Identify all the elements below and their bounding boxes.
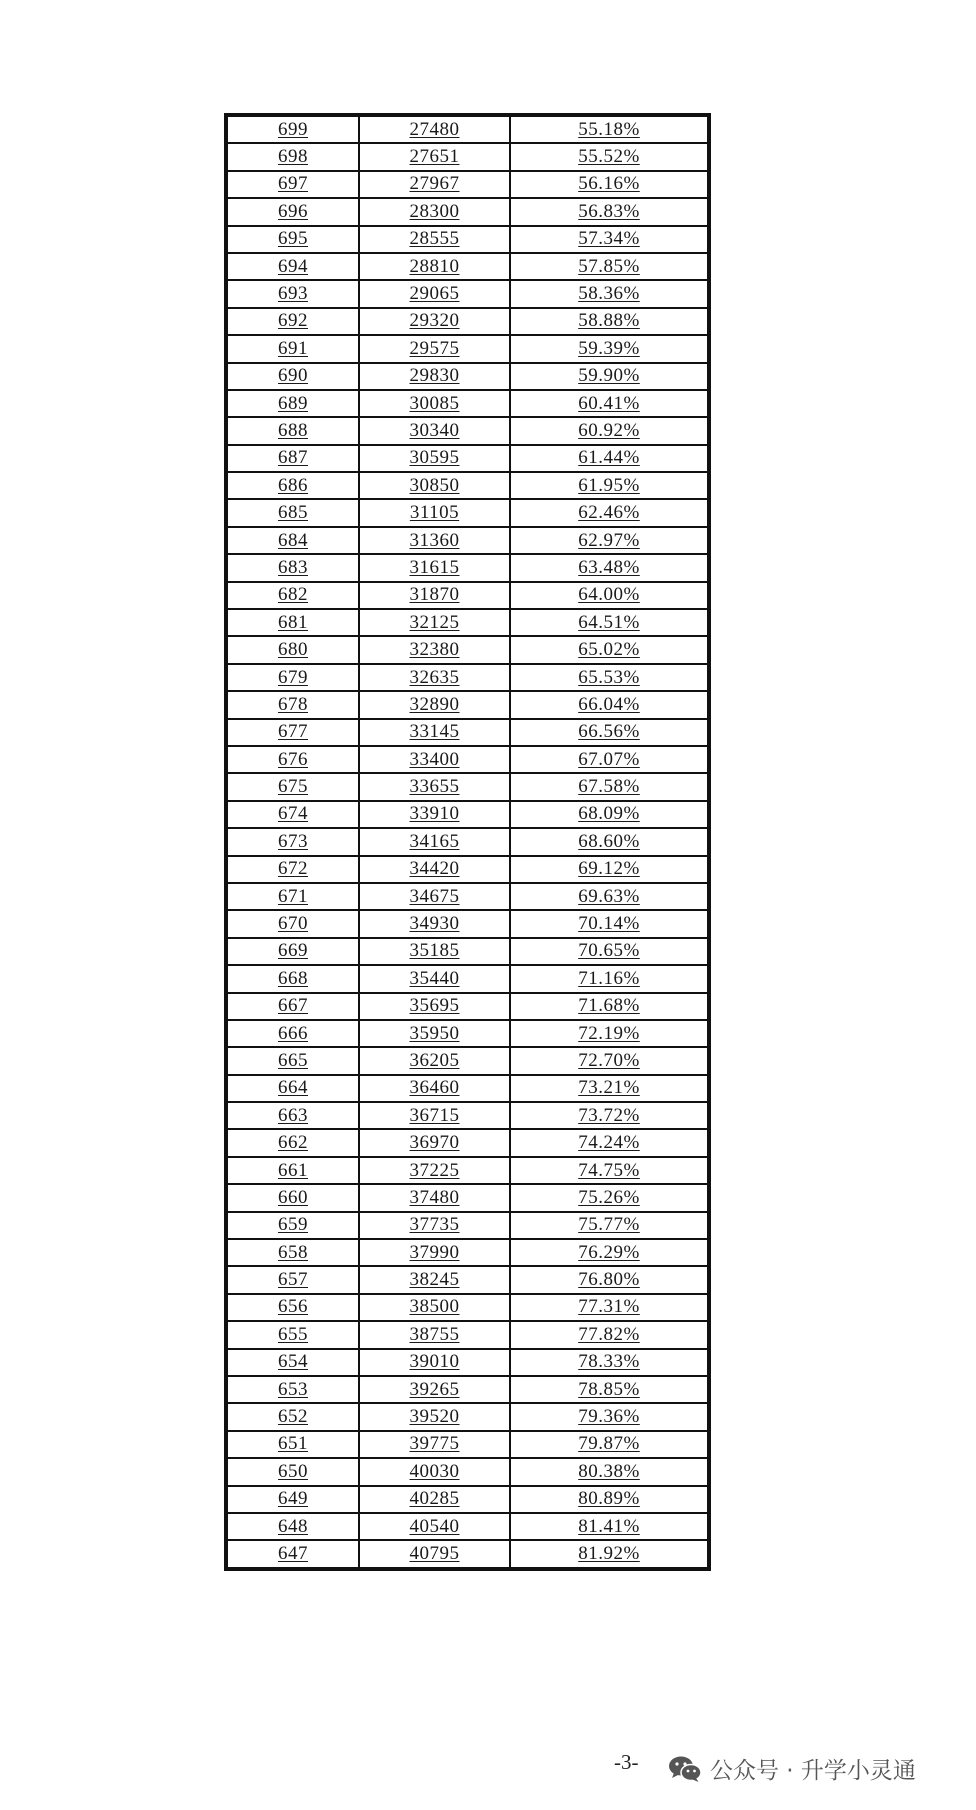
percent-cell: 62.97%	[510, 527, 709, 554]
count-cell: 37480	[359, 1184, 510, 1211]
count-cell: 28300	[359, 198, 510, 225]
percent-cell: 81.41%	[510, 1513, 709, 1540]
percent-cell: 59.90%	[510, 363, 709, 390]
percent-cell: 72.70%	[510, 1047, 709, 1074]
table-row	[226, 308, 709, 335]
score-cell: 680	[226, 636, 359, 663]
table-row	[226, 143, 709, 170]
score-cell: 659	[226, 1212, 359, 1239]
percent-cell: 55.52%	[510, 143, 709, 170]
table-row	[226, 363, 709, 390]
table-row	[226, 1458, 709, 1485]
count-cell: 31360	[359, 527, 510, 554]
table-row	[226, 1102, 709, 1129]
table-row	[226, 1403, 709, 1430]
table-row	[226, 1075, 709, 1102]
score-cell: 688	[226, 417, 359, 444]
table-row	[226, 1184, 709, 1211]
table-row	[226, 801, 709, 828]
count-cell: 29320	[359, 308, 510, 335]
table-row	[226, 773, 709, 800]
score-cell: 658	[226, 1239, 359, 1266]
table-row	[226, 1513, 709, 1540]
score-cell: 668	[226, 965, 359, 992]
percent-cell: 73.21%	[510, 1075, 709, 1102]
count-cell: 27480	[359, 115, 510, 143]
count-cell: 29575	[359, 335, 510, 362]
table-body	[226, 115, 709, 1569]
table-row	[226, 1540, 709, 1568]
count-cell: 33910	[359, 801, 510, 828]
percent-cell: 75.26%	[510, 1184, 709, 1211]
count-cell: 34165	[359, 828, 510, 855]
score-cell: 682	[226, 582, 359, 609]
count-cell: 34930	[359, 910, 510, 937]
count-cell: 29065	[359, 280, 510, 307]
count-cell: 40030	[359, 1458, 510, 1485]
table-row	[226, 691, 709, 718]
percent-cell: 66.04%	[510, 691, 709, 718]
percent-cell: 59.39%	[510, 335, 709, 362]
count-cell: 30340	[359, 417, 510, 444]
count-cell: 36460	[359, 1075, 510, 1102]
table-row	[226, 1294, 709, 1321]
count-cell: 40795	[359, 1540, 510, 1568]
percent-cell: 57.85%	[510, 253, 709, 280]
score-cell: 655	[226, 1321, 359, 1348]
table-row	[226, 499, 709, 526]
percent-cell: 80.89%	[510, 1486, 709, 1513]
count-cell: 29830	[359, 363, 510, 390]
table-row	[226, 965, 709, 992]
score-cell: 678	[226, 691, 359, 718]
percent-cell: 71.68%	[510, 993, 709, 1020]
percent-cell: 77.31%	[510, 1294, 709, 1321]
percent-cell: 63.48%	[510, 554, 709, 581]
table-row	[226, 171, 709, 198]
table-row	[226, 636, 709, 663]
score-cell: 663	[226, 1102, 359, 1129]
count-cell: 39775	[359, 1431, 510, 1458]
score-cell: 651	[226, 1431, 359, 1458]
score-cell: 683	[226, 554, 359, 581]
count-cell: 28555	[359, 226, 510, 253]
score-cell: 693	[226, 280, 359, 307]
count-cell: 38245	[359, 1266, 510, 1293]
percent-cell: 55.18%	[510, 115, 709, 143]
table-row	[226, 527, 709, 554]
count-cell: 27651	[359, 143, 510, 170]
count-cell: 39520	[359, 1403, 510, 1430]
percent-cell: 64.00%	[510, 582, 709, 609]
table-row	[226, 1047, 709, 1074]
score-cell: 667	[226, 993, 359, 1020]
percent-cell: 62.46%	[510, 499, 709, 526]
table-row	[226, 280, 709, 307]
percent-cell: 73.72%	[510, 1102, 709, 1129]
table-row	[226, 1349, 709, 1376]
count-cell: 40540	[359, 1513, 510, 1540]
count-cell: 33145	[359, 719, 510, 746]
table-row	[226, 938, 709, 965]
count-cell: 31615	[359, 554, 510, 581]
table-row	[226, 910, 709, 937]
table-row	[226, 719, 709, 746]
score-cell: 685	[226, 499, 359, 526]
score-cell: 656	[226, 1294, 359, 1321]
score-cell: 687	[226, 445, 359, 472]
table-row	[226, 1212, 709, 1239]
table-row	[226, 1376, 709, 1403]
percent-cell: 74.75%	[510, 1157, 709, 1184]
count-cell: 40285	[359, 1486, 510, 1513]
score-cell: 654	[226, 1349, 359, 1376]
count-cell: 36715	[359, 1102, 510, 1129]
count-cell: 32125	[359, 609, 510, 636]
table-row	[226, 856, 709, 883]
count-cell: 30850	[359, 472, 510, 499]
score-cell: 666	[226, 1020, 359, 1047]
table-row	[226, 1129, 709, 1156]
percent-cell: 56.16%	[510, 171, 709, 198]
count-cell: 36205	[359, 1047, 510, 1074]
count-cell: 30085	[359, 390, 510, 417]
percent-cell: 69.12%	[510, 856, 709, 883]
count-cell: 30595	[359, 445, 510, 472]
watermark	[668, 1752, 916, 1785]
score-cell: 676	[226, 746, 359, 773]
table-row	[226, 1020, 709, 1047]
table-row	[226, 445, 709, 472]
table-row	[226, 554, 709, 581]
table-row	[226, 472, 709, 499]
score-cell: 669	[226, 938, 359, 965]
score-cell: 681	[226, 609, 359, 636]
count-cell: 35695	[359, 993, 510, 1020]
percent-cell: 58.88%	[510, 308, 709, 335]
table-row	[226, 993, 709, 1020]
table-row	[226, 115, 709, 143]
percent-cell: 69.63%	[510, 883, 709, 910]
table-row	[226, 664, 709, 691]
score-cell: 692	[226, 308, 359, 335]
percent-cell: 60.41%	[510, 390, 709, 417]
percent-cell: 65.02%	[510, 636, 709, 663]
count-cell: 27967	[359, 171, 510, 198]
score-cell: 694	[226, 253, 359, 280]
count-cell: 35185	[359, 938, 510, 965]
page-number: -3-	[614, 1750, 639, 1774]
count-cell: 36970	[359, 1129, 510, 1156]
table-row	[226, 1486, 709, 1513]
count-cell: 38755	[359, 1321, 510, 1348]
percent-cell: 67.58%	[510, 773, 709, 800]
count-cell: 38500	[359, 1294, 510, 1321]
score-cell: 661	[226, 1157, 359, 1184]
table-row	[226, 1157, 709, 1184]
percent-cell: 66.56%	[510, 719, 709, 746]
percent-cell: 64.51%	[510, 609, 709, 636]
percent-cell: 61.44%	[510, 445, 709, 472]
percent-cell: 71.16%	[510, 965, 709, 992]
count-cell: 31870	[359, 582, 510, 609]
score-cell: 679	[226, 664, 359, 691]
score-cell: 660	[226, 1184, 359, 1211]
count-cell: 31105	[359, 499, 510, 526]
wechat-icon	[668, 1755, 702, 1783]
count-cell: 39265	[359, 1376, 510, 1403]
percent-cell: 58.36%	[510, 280, 709, 307]
count-cell: 32380	[359, 636, 510, 663]
count-cell: 28810	[359, 253, 510, 280]
score-table	[224, 113, 711, 1571]
score-cell: 649	[226, 1486, 359, 1513]
count-cell: 37990	[359, 1239, 510, 1266]
table-row	[226, 1266, 709, 1293]
count-cell: 37225	[359, 1157, 510, 1184]
percent-cell: 79.36%	[510, 1403, 709, 1430]
score-cell: 698	[226, 143, 359, 170]
count-cell: 35950	[359, 1020, 510, 1047]
percent-cell: 78.33%	[510, 1349, 709, 1376]
percent-cell: 80.38%	[510, 1458, 709, 1485]
percent-cell: 61.95%	[510, 472, 709, 499]
table-row	[226, 828, 709, 855]
score-cell: 689	[226, 390, 359, 417]
score-cell: 673	[226, 828, 359, 855]
score-cell: 696	[226, 198, 359, 225]
score-cell: 650	[226, 1458, 359, 1485]
score-cell: 647	[226, 1540, 359, 1568]
score-cell: 690	[226, 363, 359, 390]
percent-cell: 79.87%	[510, 1431, 709, 1458]
percent-cell: 67.07%	[510, 746, 709, 773]
count-cell: 33655	[359, 773, 510, 800]
score-cell: 675	[226, 773, 359, 800]
score-cell: 686	[226, 472, 359, 499]
table-row	[226, 609, 709, 636]
table-row	[226, 883, 709, 910]
percent-cell: 57.34%	[510, 226, 709, 253]
table-row	[226, 417, 709, 444]
percent-cell: 65.53%	[510, 664, 709, 691]
score-cell: 670	[226, 910, 359, 937]
score-cell: 674	[226, 801, 359, 828]
count-cell: 39010	[359, 1349, 510, 1376]
percent-cell: 56.83%	[510, 198, 709, 225]
percent-cell: 78.85%	[510, 1376, 709, 1403]
percent-cell: 75.77%	[510, 1212, 709, 1239]
score-cell: 665	[226, 1047, 359, 1074]
table-row	[226, 390, 709, 417]
count-cell: 35440	[359, 965, 510, 992]
table-row	[226, 1431, 709, 1458]
score-cell: 653	[226, 1376, 359, 1403]
percent-cell: 68.60%	[510, 828, 709, 855]
percent-cell: 76.29%	[510, 1239, 709, 1266]
count-cell: 37735	[359, 1212, 510, 1239]
percent-cell: 74.24%	[510, 1129, 709, 1156]
table-row	[226, 335, 709, 362]
table-row	[226, 253, 709, 280]
table-row	[226, 1321, 709, 1348]
score-cell: 657	[226, 1266, 359, 1293]
percent-cell: 60.92%	[510, 417, 709, 444]
percent-cell: 76.80%	[510, 1266, 709, 1293]
score-cell: 662	[226, 1129, 359, 1156]
percent-cell: 68.09%	[510, 801, 709, 828]
table-row	[226, 226, 709, 253]
table-row	[226, 746, 709, 773]
count-cell: 32635	[359, 664, 510, 691]
score-cell: 672	[226, 856, 359, 883]
percent-cell: 81.92%	[510, 1540, 709, 1568]
score-cell: 652	[226, 1403, 359, 1430]
count-cell: 32890	[359, 691, 510, 718]
percent-cell: 72.19%	[510, 1020, 709, 1047]
score-cell: 671	[226, 883, 359, 910]
score-cell: 648	[226, 1513, 359, 1540]
score-cell: 699	[226, 115, 359, 143]
percent-cell: 70.14%	[510, 910, 709, 937]
score-cell: 684	[226, 527, 359, 554]
table-row	[226, 198, 709, 225]
score-cell: 664	[226, 1075, 359, 1102]
count-cell: 33400	[359, 746, 510, 773]
table-row	[226, 1239, 709, 1266]
score-cell: 677	[226, 719, 359, 746]
count-cell: 34420	[359, 856, 510, 883]
percent-cell: 70.65%	[510, 938, 709, 965]
table-row	[226, 582, 709, 609]
count-cell: 34675	[359, 883, 510, 910]
score-cell: 695	[226, 226, 359, 253]
percent-cell: 77.82%	[510, 1321, 709, 1348]
score-cell: 697	[226, 171, 359, 198]
score-cell: 691	[226, 335, 359, 362]
watermark-text: 公众号 · 升学小灵通	[710, 1758, 916, 1784]
